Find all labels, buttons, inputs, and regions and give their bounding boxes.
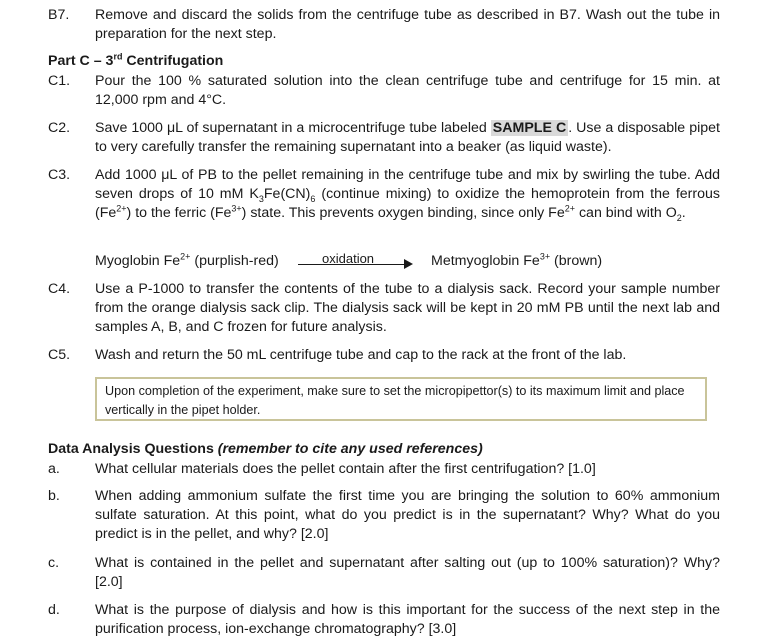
completion-note: Upon completion of the experiment, make sure to set the micropipettor(s) to its maximum limit and place vertically in the pipet holder. bbox=[95, 377, 707, 421]
question-text: What is the purpose of dialysis and how is this important for the success of the next step in the purification process, ion-exchange chromatography? [3.0] bbox=[95, 602, 720, 637]
step-c3 bbox=[48, 166, 720, 246]
step-text: Wash and return the 50 mL centrifuge tube and cap to the rack at the front of the lab. bbox=[95, 347, 627, 363]
question-letter: b. bbox=[48, 488, 60, 504]
step-c1 bbox=[48, 72, 720, 112]
question-d bbox=[48, 601, 720, 641]
step-number: C4. bbox=[48, 281, 71, 297]
arrow-right-icon bbox=[404, 259, 413, 269]
step-b7 bbox=[48, 6, 720, 46]
step-text: Save 1000 μL of supernatant in a microcentrifuge tube labeled SAMPLE C . Use a disposable pipet to very carefully transfer the remaining supernatant into a beaker (as liquid waste). bbox=[95, 120, 720, 155]
product: Metmyoglobin $Fe^{3+}$ (brown) bbox=[431, 251, 603, 269]
question-text: What is contained in the pellet and supernatant after salting out (up to 100% saturation)? Why? [2.0] bbox=[95, 555, 720, 590]
step-number: C5. bbox=[48, 347, 71, 363]
arrow-line bbox=[298, 264, 406, 265]
question-text: What cellular materials does the pellet contain after the first centrifugation? [1.0] bbox=[95, 461, 596, 477]
step-c2 bbox=[48, 119, 720, 159]
question-letter: c. bbox=[48, 555, 60, 571]
reaction-arrow bbox=[298, 252, 414, 271]
step-number: C1. bbox=[48, 73, 71, 89]
reactant: Myoglobin $Fe^{2+}$ (purplish-red) bbox=[95, 251, 279, 269]
step-c5 bbox=[48, 346, 720, 366]
step-text: Pour the 100 % saturated solution into the clean centrifuge tube and centrifuge for 15 min. at 12,000 rpm and 4°C. bbox=[95, 73, 720, 108]
arrow-label: oxidation bbox=[322, 251, 375, 266]
step-number: B7. bbox=[48, 7, 70, 23]
section-heading-part-c: Part C – 3rd Centrifugation bbox=[48, 51, 224, 69]
question-text: When adding ammonium sulfate the first time you are bringing the solution to 60% ammonium sulfate saturation. At this point, what do you predict is in the supernatant? Why? What do you predict is in the pellet, and why? [2.0] bbox=[95, 488, 720, 542]
question-b bbox=[48, 487, 720, 547]
step-text: Add 1000 μL of PB to the pellet remaining in the centrifuge tube and mix by swirling the tube. Add seven drops of 10 mM $K_3Fe(CN)_6$ (continue mixing) to oxidize the hemoprotein from the ferrous $(Fe^{2+})$ to the ferric $(Fe^{3+})$ state. This prevents oxygen binding, since only $Fe^{2+}$ can bind with $O_2$. bbox=[95, 167, 720, 223]
question-letter: a. bbox=[48, 461, 60, 477]
step-number: C3. bbox=[48, 167, 71, 183]
step-text: Use a P-1000 to transfer the contents of the tube to a dialysis sack. Record your sample number from the orange dialysis sack clip. The dialysis sack will be kept in 20 mM PB until the next lab and samples A, B, and C frozen for future analysis. bbox=[95, 281, 720, 335]
section-heading-data-analysis: Data Analysis Questions (remember to cite any used references) bbox=[48, 441, 483, 457]
question-letter: d. bbox=[48, 602, 60, 618]
step-text: Remove and discard the solids from the centrifuge tube as described in B7. Wash out the tube in preparation for the next step. bbox=[95, 7, 720, 42]
oxidation-equation bbox=[95, 252, 655, 271]
question-c bbox=[48, 554, 720, 594]
question-a bbox=[48, 460, 720, 480]
sample-label: SAMPLE C bbox=[492, 120, 567, 136]
step-number: C2. bbox=[48, 120, 71, 136]
step-c4 bbox=[48, 280, 720, 340]
